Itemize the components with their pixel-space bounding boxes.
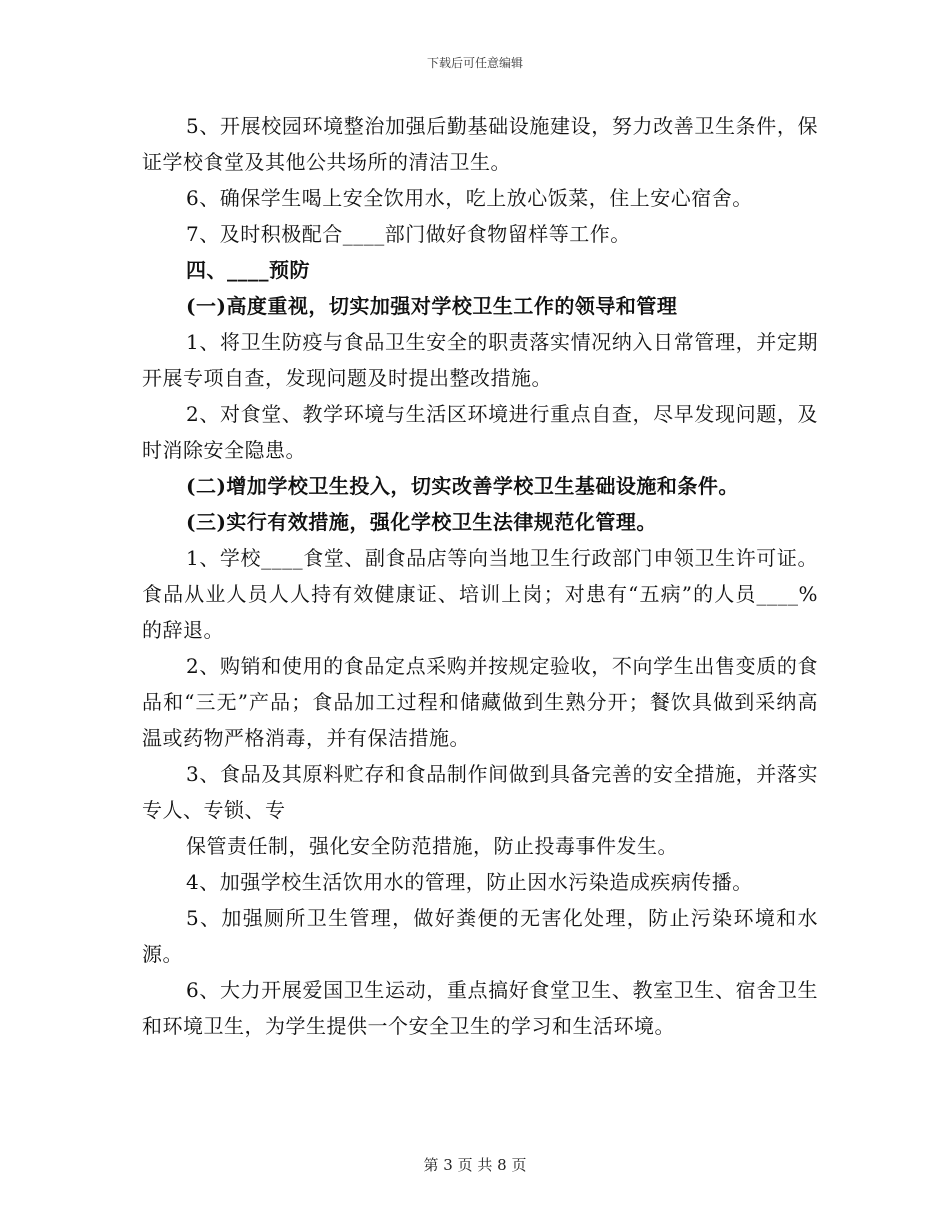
paragraph-2-procurement: 2、购销和使用的食品定点采购并按规定验收，不向学生出售变质的食品和“三无”产品；食品加工过程和储藏做到生熟分开；餐饮具做到采纳高温或药物严格消毒，并有保洁措施。 xyxy=(142,654,818,750)
page-footer: 第 3 页 共 8 页 xyxy=(423,1156,527,1174)
paragraph-2-inspection: 2、对食堂、教学环境与生活区环境进行重点自查，尽早发现问题，及时消除安全隐患。 xyxy=(142,402,818,462)
paragraph-1-license: 1、学校____食堂、副食品店等向当地卫生行政部门申领卫生许可证。食品从业人员人人持有效健康证、培训上岗；对患有“五病”的人员____%的辞退。 xyxy=(142,546,818,642)
paragraph-3-storage: 3、食品及其原料贮存和食品制作间做到具备完善的安全措施，并落实专人、专锁、专 xyxy=(142,762,818,822)
subheading-two: (二)增加学校卫生投入，切实改善学校卫生基础设施和条件。 xyxy=(186,474,739,498)
subheading-one: (一)高度重视，切实加强对学校卫生工作的领导和管理 xyxy=(186,294,678,318)
section-heading-four: 四、____预防 xyxy=(186,258,310,282)
subheading-three: (三)实行有效措施，强化学校卫生法律规范化管理。 xyxy=(186,510,657,534)
paragraph-item-7-samples: 7、及时积极配合____部门做好食物留样等工作。 xyxy=(186,222,631,246)
paragraph-item-5-campus: 5、开展校园环境整治加强后勤基础设施建设，努力改善卫生条件，保证学校食堂及其他公共场所的清洁卫生。 xyxy=(142,114,818,174)
paragraph-4-drinking-water: 4、加强学校生活饮用水的管理，防止因水污染造成疾病传播。 xyxy=(186,870,753,894)
document-body xyxy=(142,108,818,1044)
paragraph-5-toilets: 5、加强厕所卫生管理，做好粪便的无害化处理，防止污染环境和水源。 xyxy=(142,906,818,966)
paragraph-1-responsibility: 1、将卫生防疫与食品卫生安全的职责落实情况纳入日常管理，并定期开展专项自查，发现问题及时提出整改措施。 xyxy=(142,330,818,390)
paragraph-6-hygiene-campaign: 6、大力开展爱国卫生运动，重点搞好食堂卫生、教室卫生、宿舍卫生和环境卫生，为学生提供一个安全卫生的学习和生活环境。 xyxy=(142,978,818,1038)
paragraph-3-storage-continued: 保管责任制，强化安全防范措施，防止投毒事件发生。 xyxy=(186,834,678,858)
page-header: 下载后可任意编辑 xyxy=(426,56,523,70)
paragraph-item-6-water: 6、确保学生喝上安全饮用水，吃上放心饭菜，住上安心宿舍。 xyxy=(186,186,753,210)
